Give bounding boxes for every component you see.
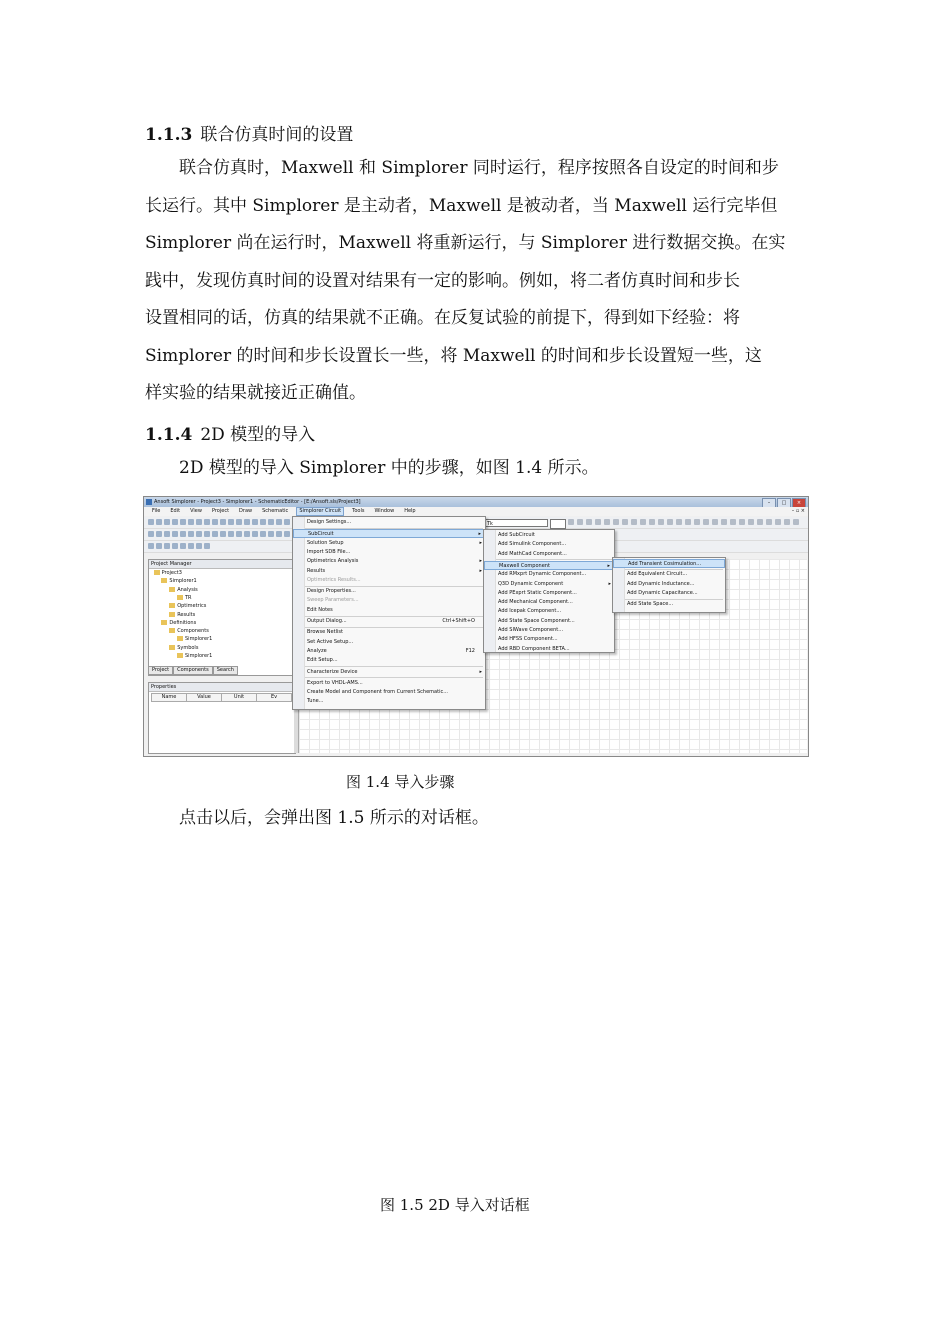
toolbar-button-icon[interactable] — [739, 519, 745, 525]
menu-item[interactable] — [613, 559, 725, 568]
menu-item[interactable] — [484, 580, 614, 589]
menu-item[interactable] — [293, 668, 485, 677]
menu-draw[interactable]: Draw — [239, 508, 253, 514]
probe-tool-icon[interactable] — [188, 543, 194, 549]
toolbar-button-icon[interactable] — [703, 519, 709, 525]
project-tabs — [148, 666, 238, 675]
menu-item-label: Sweep Parameters... — [307, 597, 359, 604]
menu-item[interactable] — [613, 570, 725, 579]
toolbar-button-icon[interactable] — [236, 519, 242, 525]
para-line: 样实验的结果就接近正确值。 — [145, 383, 366, 403]
menu-item[interactable] — [484, 645, 614, 654]
menu-item[interactable] — [293, 697, 485, 706]
menu-item[interactable] — [484, 607, 614, 616]
menu-tools[interactable]: Tools — [352, 508, 365, 514]
toolbar-button-icon[interactable] — [164, 519, 170, 525]
menu-item[interactable] — [293, 576, 485, 585]
minimize-icon[interactable]: – — [762, 498, 776, 508]
toolbar-button-icon[interactable] — [276, 519, 282, 525]
menu-item[interactable] — [293, 647, 485, 656]
toolbar-button-icon[interactable] — [268, 519, 274, 525]
toolbar-button-icon[interactable] — [748, 519, 754, 525]
menu-item[interactable] — [613, 589, 725, 598]
tree-node[interactable] — [177, 653, 212, 660]
toolbar-button-icon[interactable] — [228, 519, 234, 525]
toolbar-button-icon[interactable] — [577, 519, 583, 525]
menu-item[interactable] — [293, 628, 485, 637]
probe-tool-icon[interactable] — [196, 543, 202, 549]
menu-item-label: Add RMxprt Dynamic Component... — [498, 571, 587, 578]
folder-icon — [177, 653, 183, 658]
toolbar-button-icon[interactable] — [244, 519, 250, 525]
toolbar-button-icon[interactable] — [568, 519, 574, 525]
menu-project[interactable]: Project — [211, 508, 230, 514]
folder-icon — [177, 595, 183, 600]
tree-node[interactable] — [161, 620, 196, 627]
column-header[interactable]: Unit — [222, 694, 257, 701]
menu-item-label: Results — [307, 567, 326, 574]
menu-item[interactable] — [484, 635, 614, 644]
menu-edit[interactable]: Edit — [170, 508, 181, 514]
menu-item[interactable] — [484, 531, 614, 540]
simplorer-screenshot — [143, 496, 809, 757]
tree-node-label: Analysis — [177, 586, 198, 593]
menu-item-label: Optimetrics Results... — [307, 576, 361, 583]
draw-tool-icon[interactable] — [156, 531, 162, 537]
properties-panel — [148, 682, 296, 754]
folder-icon — [161, 578, 167, 583]
draw-tool-icon[interactable] — [180, 531, 186, 537]
toolbar-button-icon[interactable] — [685, 519, 691, 525]
probe-tool-icon[interactable] — [148, 543, 154, 549]
toolbar-button-icon[interactable] — [604, 519, 610, 525]
folder-icon — [169, 587, 175, 592]
column-header[interactable]: Value — [187, 694, 222, 701]
tree-node-label: Optimetrics — [177, 603, 207, 610]
menu-item-label: Analyze — [307, 647, 327, 654]
paragraph-2d-import — [145, 450, 805, 488]
menu-item-label: Add Equivalent Circuit... — [627, 571, 688, 578]
toolbar-button-icon[interactable] — [694, 519, 700, 525]
menu-item-label: Import SDB File... — [307, 548, 351, 555]
folder-icon — [169, 612, 175, 617]
menu-item-label: Add SIWave Component... — [498, 627, 564, 633]
tree-node-label: Components — [177, 628, 209, 635]
submenu-arrow-icon: ▸ — [608, 580, 611, 587]
toolbar-button-icon[interactable] — [260, 519, 266, 525]
simplorer-circuit-menu — [292, 516, 486, 710]
draw-tool-icon[interactable] — [188, 531, 194, 537]
menu-help[interactable]: Help — [404, 508, 416, 514]
toolbar-button-icon[interactable] — [595, 519, 601, 525]
draw-tool-icon[interactable] — [284, 531, 290, 537]
menu-item[interactable] — [613, 600, 725, 609]
paragraph-cosim-time — [145, 150, 805, 413]
toolbar-button-icon[interactable] — [784, 519, 790, 525]
folder-icon — [177, 636, 183, 641]
tree-node-label: TR — [185, 594, 192, 601]
draw-tool-icon[interactable] — [252, 531, 258, 537]
submenu-arrow-icon: ▸ — [479, 539, 482, 546]
menu-item-label: Design Properties... — [307, 588, 356, 595]
menu-item-label: Characterize Device — [307, 668, 358, 675]
tree-node-label: Definitions — [169, 619, 197, 626]
para-line: 联合仿真时，Maxwell 和 Simplorer 同时运行，程序按照各自设定的时间和步 — [179, 158, 779, 178]
menu-item-label: Optimetrics Analysis — [307, 558, 359, 565]
menu-item-label: Add Simulink Component... — [498, 541, 567, 548]
section-heading-1-1-4 — [145, 420, 315, 445]
draw-tool-icon[interactable] — [212, 531, 218, 537]
draw-tool-icon[interactable] — [244, 531, 250, 537]
menu-item[interactable] — [484, 598, 614, 607]
toolbar-button-icon[interactable] — [212, 519, 218, 525]
menu-item-label: SubCircuit — [308, 531, 334, 538]
toolbar-button-icon[interactable] — [252, 519, 258, 525]
toolbar-button-icon[interactable] — [667, 519, 673, 525]
menu-item-label: Add State Space Component... — [498, 617, 575, 624]
heading-number: 1.1.3 — [145, 125, 193, 145]
probe-tool-icon[interactable] — [172, 543, 178, 549]
menu-item-label: Add SubCircuit — [498, 532, 535, 538]
menu-item-label: Add Mechanical Component... — [498, 599, 573, 606]
toolbar-button-icon[interactable] — [631, 519, 637, 525]
toolbar-button-icon[interactable] — [712, 519, 718, 525]
tree-node[interactable] — [169, 612, 195, 619]
tree-node[interactable] — [169, 587, 198, 594]
menu-item-label: Tune... — [307, 698, 324, 705]
subcircuit-submenu — [483, 529, 615, 653]
menu-simplorer-circuit[interactable]: Simplorer Circuit — [296, 507, 344, 516]
draw-tool-icon[interactable] — [172, 531, 178, 537]
draw-tool-icon[interactable] — [236, 531, 242, 537]
menu-item[interactable] — [484, 626, 614, 635]
tree-node-label: Simplorer1 — [185, 636, 213, 643]
folder-icon — [169, 628, 175, 633]
submenu-arrow-icon: ▸ — [478, 531, 481, 538]
menu-item[interactable] — [293, 518, 485, 527]
para-line: 践中，发现仿真时间的设置对结果有一定的影响。例如，将二者仿真时间和步长 — [145, 270, 740, 291]
project-manager-label: Project Manager — [149, 560, 295, 569]
menu-file[interactable]: File — [152, 508, 161, 514]
probe-tool-icon[interactable] — [180, 543, 186, 549]
menu-item[interactable] — [293, 606, 485, 615]
toolbar-button-icon[interactable] — [586, 519, 592, 525]
menubar — [144, 507, 808, 516]
menu-item-label: Add RBD Component BETA... — [498, 645, 570, 652]
menu-item[interactable] — [293, 679, 485, 688]
menu-item-label: Add HFSS Component... — [498, 636, 558, 643]
toolbar-button-icon[interactable] — [775, 519, 781, 525]
menu-item-label: Set Active Setup... — [307, 638, 354, 645]
component-combo[interactable]: Tk — [484, 519, 548, 527]
toolbar-button-icon[interactable] — [172, 519, 178, 525]
toolbar-button-icon[interactable] — [730, 519, 736, 525]
para-line: Simplorer 尚在运行时，Maxwell 将重新运行，与 Simplorer 进行数据交换。在实 — [145, 233, 786, 253]
tree-node-label: Simplorer1 — [169, 578, 197, 585]
figure-caption-1-4: 图 1.4 导入步骤 — [346, 773, 455, 791]
probe-tool-icon[interactable] — [204, 543, 210, 549]
toolbar-button-icon[interactable] — [220, 519, 226, 525]
menu-item[interactable] — [293, 617, 485, 626]
draw-tool-icon[interactable] — [228, 531, 234, 537]
menu-window[interactable]: Window — [374, 508, 395, 514]
menu-item[interactable] — [293, 529, 485, 538]
toolbar-button-icon[interactable] — [156, 519, 162, 525]
draw-tool-icon[interactable] — [260, 531, 266, 537]
para-line: 长运行。其中 Simplorer 是主动者，Maxwell 是被动者，当 Maxwell 运行完毕但 — [145, 195, 778, 216]
menu-item[interactable] — [293, 638, 485, 647]
draw-tool-icon[interactable] — [220, 531, 226, 537]
menu-item[interactable] — [293, 596, 485, 605]
menu-item-label: Edit Notes — [307, 606, 333, 613]
tree-node-label: Simplorer1 — [185, 653, 213, 659]
tree-node[interactable] — [161, 578, 196, 585]
probe-tool-icon[interactable] — [164, 543, 170, 549]
menu-item-label: Create Model and Component from Current Schematic... — [307, 689, 448, 696]
tree-node[interactable] — [169, 645, 198, 652]
app-icon — [146, 499, 152, 505]
menu-item-label: Solution Setup — [307, 539, 344, 546]
window-title: Ansoft Simplorer - Project3 - Simplorer1 - SchematicEditor - [E:/Ansoft.sls/Project3] — [154, 499, 361, 505]
probe-tool-icon[interactable] — [156, 543, 162, 549]
menu-item-label: Add Transient Cosimulation... — [628, 561, 702, 567]
menu-item[interactable] — [484, 570, 614, 579]
tree-node[interactable] — [169, 603, 206, 610]
menu-item[interactable] — [484, 617, 614, 626]
column-header[interactable]: Name — [152, 694, 187, 701]
toolbar-button-icon[interactable] — [676, 519, 682, 525]
menu-item-label: Output Dialog... — [307, 618, 347, 624]
draw-tool-icon[interactable] — [276, 531, 282, 537]
toolbar-button-icon[interactable] — [284, 519, 290, 525]
properties-columns — [151, 693, 293, 702]
menu-item-label: Add Dynamic Inductance... — [627, 580, 695, 587]
tree-node[interactable] — [177, 636, 212, 643]
toolbar-button-icon[interactable] — [180, 519, 186, 525]
tab-components[interactable]: Components — [173, 666, 213, 675]
tree-node[interactable] — [154, 570, 182, 577]
para-line: 2D 模型的导入 Simplorer 中的步骤，如图 1.4 所示。 — [179, 458, 599, 478]
menu-item-label: Add Icepak Component... — [498, 608, 562, 615]
tab-project[interactable]: Project — [148, 666, 173, 675]
folder-icon — [169, 603, 175, 608]
submenu-arrow-icon: ▸ — [479, 668, 482, 675]
tree-node-label: Symbols — [177, 644, 199, 651]
toolbar-button-icon[interactable] — [622, 519, 628, 525]
toolbar-button-icon[interactable] — [658, 519, 664, 525]
para-line: Simplorer 的时间和步长设置长一些，将 Maxwell 的时间和步长设置短一些，这 — [145, 345, 762, 366]
menu-item-label: Export to VHDL-AMS... — [307, 679, 363, 686]
menu-item-label: Q3D Dynamic Component — [498, 580, 564, 587]
mdi-buttons-icon[interactable]: – ▫ × — [791, 508, 805, 514]
draw-tool-icon[interactable] — [204, 531, 210, 537]
heading-text: 联合仿真时间的设置 — [200, 125, 354, 145]
menu-item[interactable] — [484, 561, 614, 570]
menu-item-label: Edit Setup... — [307, 657, 338, 664]
menu-item-label: Add MathCad Component... — [498, 550, 567, 557]
menu-item[interactable] — [293, 539, 485, 548]
tree-node[interactable] — [177, 595, 192, 602]
folder-icon — [154, 570, 160, 575]
draw-tool-icon[interactable] — [268, 531, 274, 537]
draw-tool-icon[interactable] — [196, 531, 202, 537]
folder-icon — [169, 645, 175, 650]
submenu-arrow-icon: ▸ — [607, 562, 610, 569]
menu-item[interactable] — [293, 688, 485, 697]
menu-item[interactable] — [293, 587, 485, 596]
para-line: 设置相同的话，仿真的结果就不正确。在反复试验的前提下，得到如下经验：将 — [145, 308, 740, 328]
toolbar-button-icon[interactable] — [766, 519, 772, 525]
menu-view[interactable]: View — [190, 508, 202, 514]
project-manager-panel — [148, 559, 296, 676]
menu-item[interactable] — [293, 656, 485, 665]
properties-label: Properties — [149, 683, 295, 692]
toolbar-button-icon[interactable] — [757, 519, 763, 525]
para-line: 点击以后，会弹出图 1.5 所示的对话框。 — [179, 808, 489, 828]
menu-item[interactable] — [484, 540, 614, 549]
tree-node-label: Project3 — [161, 570, 182, 576]
toolbar-button-icon[interactable] — [649, 519, 655, 525]
toolbar-button-icon[interactable] — [148, 519, 154, 525]
toolbar-button-icon[interactable] — [204, 519, 210, 525]
menu-item[interactable] — [293, 567, 485, 576]
menu-item-label: Design Settings... — [307, 519, 352, 525]
heading-number: 1.1.4 — [145, 425, 193, 445]
submenu-arrow-icon: ▸ — [479, 567, 482, 574]
section-heading-1-1-3 — [145, 120, 353, 145]
tree-node[interactable] — [169, 628, 209, 635]
tree-node-label: Results — [177, 611, 196, 618]
menu-item[interactable] — [293, 548, 485, 557]
toolbar-button-icon[interactable] — [640, 519, 646, 525]
menu-item-label: Add PExprt Static Component... — [498, 589, 577, 596]
menu-item[interactable] — [293, 557, 485, 566]
menu-shortcut: Ctrl+Shift+O — [442, 618, 475, 624]
menu-item-label: Browse Netlist — [307, 629, 343, 636]
folder-icon — [161, 620, 167, 625]
toolbar-button-icon[interactable] — [196, 519, 202, 525]
menu-item[interactable] — [484, 550, 614, 559]
paragraph-dialog — [145, 800, 805, 838]
maxwell-component-submenu — [612, 557, 726, 613]
menu-item[interactable] — [484, 589, 614, 598]
toolbar-button-icon[interactable] — [613, 519, 619, 525]
tab-search[interactable]: Search — [213, 666, 238, 675]
draw-tool-icon[interactable] — [148, 531, 154, 537]
toolbar-button-icon[interactable] — [793, 519, 799, 525]
combo-dropdown-icon[interactable] — [550, 519, 566, 529]
draw-tool-icon[interactable] — [164, 531, 170, 537]
submenu-arrow-icon: ▸ — [479, 558, 482, 565]
toolbar-button-icon[interactable] — [721, 519, 727, 525]
maximize-icon[interactable]: □ — [777, 498, 791, 508]
menu-item[interactable] — [613, 580, 725, 589]
menu-schematic[interactable]: Schematic — [262, 508, 289, 514]
menu-shortcut: F12 — [465, 647, 475, 654]
toolbar-button-icon[interactable] — [188, 519, 194, 525]
figure-caption-1-5: 图 1.5 2D 导入对话框 — [380, 1196, 530, 1214]
menu-item-label: Add Dynamic Capacitance... — [627, 589, 698, 596]
close-icon[interactable]: × — [792, 498, 806, 508]
window-titlebar — [144, 497, 808, 507]
menu-item-label: Maxwell Component — [499, 562, 550, 569]
menu-item-label: Add State Space... — [627, 601, 674, 608]
column-header[interactable]: Ev — [257, 694, 292, 701]
heading-text: 2D 模型的导入 — [200, 425, 316, 445]
